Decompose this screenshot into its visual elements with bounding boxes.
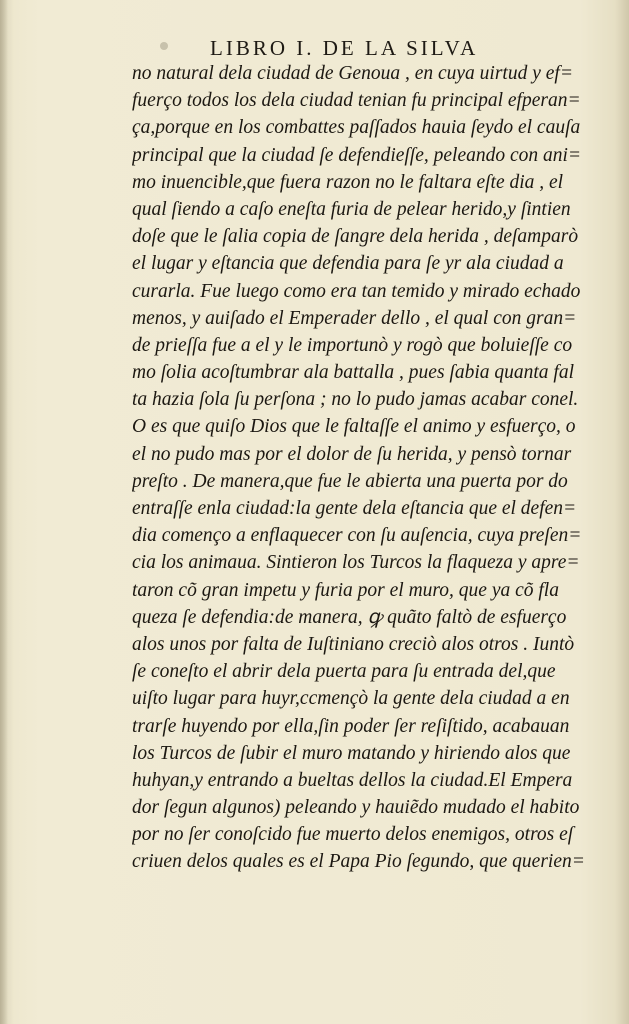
spine-shadow [0, 0, 8, 1024]
text-line: mo inuencible,que fuera razon no le faltara eſte dia , el [132, 171, 564, 193]
text-block [132, 60, 594, 876]
text-line: curarla. Fue luego como era tan temido y mirado echado [132, 280, 581, 302]
text-line: O es que quiſo Dios que le faltaſſe el animo y esfuerço, o [132, 416, 576, 438]
text-line: dor ſegun algunos) peleando y hauiẽdo mudado el habito [132, 797, 580, 819]
text-line: por no ſer conoſcido fue muerto delos enemigos, otros eſ [132, 824, 574, 846]
text-line: entraſſe enla ciudad:la gente dela eſtancia que el defen= [132, 498, 577, 519]
text-line: qual ſiendo a caſo eneſta furia de pelear herido,y ſintien [132, 198, 571, 220]
text-line: trarſe huyendo por ella,ſin poder ſer reſiſtido, acabauan [132, 715, 570, 737]
text-line: uiſto lugar para huyr,ccmençò la gente dela ciudad a en [132, 688, 570, 710]
text-line: cia los animaua. Sintieron los Turcos la flaqueza y apre= [132, 552, 580, 574]
text-line: taron cõ gran impetu y furia por el muro, que ya cõ fla [132, 579, 559, 601]
text-line: criuen delos quales es el Papa Pio ſegundo, que querien= [132, 851, 585, 873]
text-line: los Turcos de ſubir el muro matando y hiriendo alos que [132, 742, 571, 764]
text-line: menos, y auiſado el Emperader dello , el qual con gran= [132, 307, 577, 329]
text-line: ça,porque en los combattes paſſados hauia ſeydo el cauſa [132, 117, 581, 139]
text-line: preſto . De manera,que fue le abierta una puerta por do [132, 470, 568, 492]
text-line: fuerço todos los dela ciudad tenian fu principal efperan= [132, 90, 581, 112]
running-head: LIBRO I. DE LA SILVA [210, 36, 479, 60]
text-line: no natural dela ciudad de Genoua , en cuya uirtud y ef= [132, 63, 573, 84]
text-line: principal que la ciudad ſe defendieſſe, peleando con ani= [132, 144, 582, 166]
text-line: ſe coneſto el abrir dela puerta para ſu entrada del,que [132, 661, 556, 683]
text-line: huhyan,y entrando a bueltas dellos la ciudad.El Empera [132, 769, 573, 791]
text-line: el lugar y eſtancia que defendia para ſe yr ala ciudad a [132, 253, 564, 275]
text-line: ta hazia ſola ſu perſona ; no lo pudo jamas acabar conel. [132, 389, 579, 411]
ink-smudge [160, 42, 168, 50]
text-line: dia començo a enflaquecer con ſu auſencia, cuya preſen= [132, 525, 582, 547]
text-line: doſe que le ſalia copia de ſangre dela herida , deſamparò [132, 226, 579, 248]
text-line: mo ſolia acoſtumbrar ala battalla , pues ſabia quanta fal [132, 362, 575, 384]
text-line: queza ſe defendia:de manera, ꝙ quãto faltò de esfuerço [132, 606, 567, 628]
text-line: de prieſſa fue a el y le importunò y rogò que boluieſſe co [132, 334, 573, 356]
text-line: el no pudo mas por el dolor de ſu herida, y pensò tornar [132, 443, 572, 465]
text-line: alos unos por falta de Iuſtiniano creciò alos otros . Iuntò [132, 633, 575, 655]
